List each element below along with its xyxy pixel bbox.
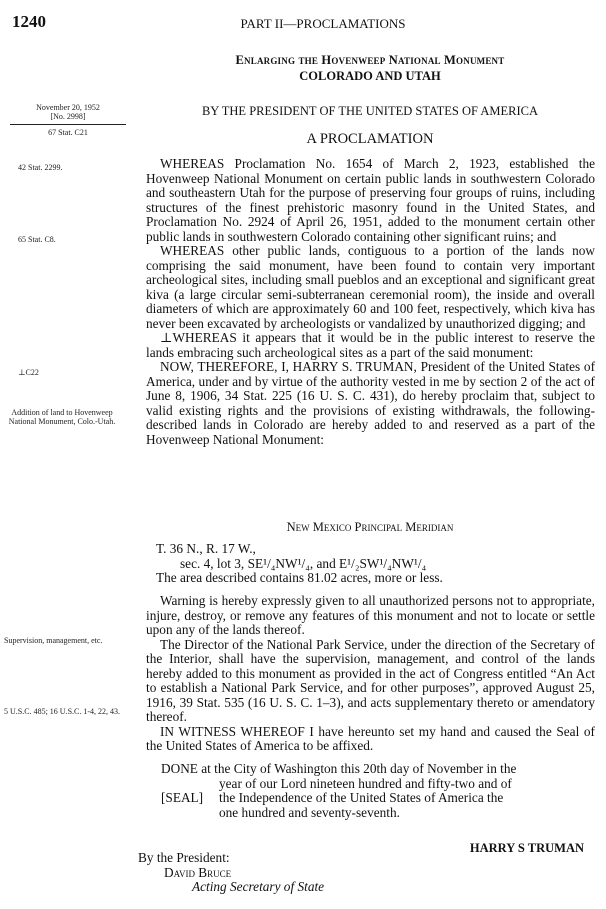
margin-date-text: November 20, 1952 — [36, 103, 100, 112]
document-title: Enlarging the Hovenweep National Monument — [235, 53, 505, 67]
proclamation-heading: A PROCLAMATION — [306, 131, 434, 147]
township-range: T. 36 N., R. 17 W., — [156, 541, 256, 556]
section-description: sec. 4, lot 3, SE¹/₄NW¹/₄, and E¹/₂SW¹/₄NW¹/₄ — [180, 555, 427, 571]
margin-note-c22: ⊥C22 — [18, 368, 39, 377]
margin-note-42-stat: 42 Stat. 2299. — [18, 163, 63, 172]
seal-label: [SEAL] — [161, 790, 204, 805]
done-line-1: DONE at the City of Washington this 20th day of November in the — [161, 761, 517, 776]
margin-proclamation-number: [No. 2998] — [50, 112, 86, 121]
done-line-4: one hundred and seventy-seventh. — [219, 804, 400, 820]
area-statement: The area described contains 81.02 acres, more or less. — [156, 570, 443, 585]
margin-note-65-stat: 65 Stat. C8. — [18, 235, 56, 244]
attest-by-line: By the President: — [138, 850, 230, 865]
legal-description — [156, 542, 586, 586]
byline: BY THE PRESIDENT OF THE UNITED STATES OF AMERICA — [201, 104, 539, 118]
margin-stat-citation: 67 Stat. C21 — [48, 128, 88, 137]
done-line-2: year of our Lord nineteen hundred and fifty-two and of — [219, 775, 512, 791]
meridian-heading: New Mexico Principal Meridian — [286, 520, 454, 534]
done-clause — [143, 762, 593, 820]
running-head: PART II—PROCLAMATIONS — [240, 16, 406, 31]
done-line-3: the Independence of the United States of America the — [219, 790, 504, 805]
paragraph-whereas-1: WHEREAS Proclamation No. 1654 of March 2, 1923, established the Hovenweep National Monument on certain public lands in southwestern Colorado and southeastern Utah for the purpose of preserving four groups of ruins, including structures of the finest prehistoric masonry found in the United States, and Proclamation No. 2924 of April 26, 1951, added to the monument certain other public lands in southwestern Colorado containing other significant ruins; and — [146, 156, 595, 244]
operative-clauses — [146, 594, 595, 754]
paragraph-witness: IN WITNESS WHEREOF I have hereunto set my hand and caused the Seal of the United States of America to be affixed. — [146, 723, 595, 753]
attestation — [138, 851, 324, 895]
paragraph-now-therefore: NOW, THEREFORE, I, HARRY S. TRUMAN, President of the United States of America, under and by virtue of the authority vested in me by section 2 of the act of June 8, 1906, 34 Stat. 225 (16 U. S. C. 431), do hereby proclaim that, subject to valid existing rights and the provisions of existing withdrawals, the following-described lands in Colorado are hereby added to and reserved as a part of the Hovenweep National Monument: — [146, 359, 595, 447]
president-signature: HARRY S TRUMAN — [469, 841, 584, 855]
done-seal-row — [143, 791, 593, 806]
margin-note-usc: 5 U.S.C. 485; 16 U.S.C. 1-4, 22, 43. — [4, 707, 121, 716]
margin-note-supervision: Supervision, management, etc. — [4, 636, 103, 645]
paragraph-whereas-2: WHEREAS other public lands, contiguous to a portion of the lands now comprising the said monument, have been found to contain very important archeological sites, including small pueblos and an exceptional and significant great kiva (a large circular semi-subterranean ceremonial room), the inside and overall diameters of which are approximately 60 and 100 feet, respectively, which kiva has never been excavated by archeologists or vandalized by unauthorized digging; and — [146, 243, 595, 331]
document-subtitle: COLORADO AND UTAH — [299, 69, 441, 83]
preamble — [146, 157, 595, 447]
paragraph-warning: Warning is hereby expressly given to all unauthorized persons not to appropriate, injure, destroy, or remove any features of this monument and not to locate or settle upon any of the lands thereof. — [146, 593, 595, 637]
paragraph-whereas-3: ⊥WHEREAS it appears that it would be in the public interest to reserve the lands embracing such archeological sites as a part of the said monument: — [146, 330, 595, 360]
page-number: 1240 — [12, 12, 46, 31]
attest-title: Acting Secretary of State — [192, 879, 325, 894]
attest-name: David Bruce — [164, 864, 232, 880]
margin-divider — [10, 124, 126, 125]
paragraph-director: The Director of the National Park Service, under the direction of the Secretary of the Interior, shall have the supervision, management, and control of the lands hereby added to this monument as provided in the act of Congress entitled “An Act to establish a National Park Service, and for other purposes”, approved August 25, 1916, 39 Stat. 535 (16 U. S. C. 1–3), and acts supplementary thereto or amendatory thereof. — [146, 636, 595, 724]
margin-date — [10, 103, 126, 121]
margin-note-addition: Addition of land to Hovenweep National Monument, Colo.-Utah. — [8, 408, 116, 426]
